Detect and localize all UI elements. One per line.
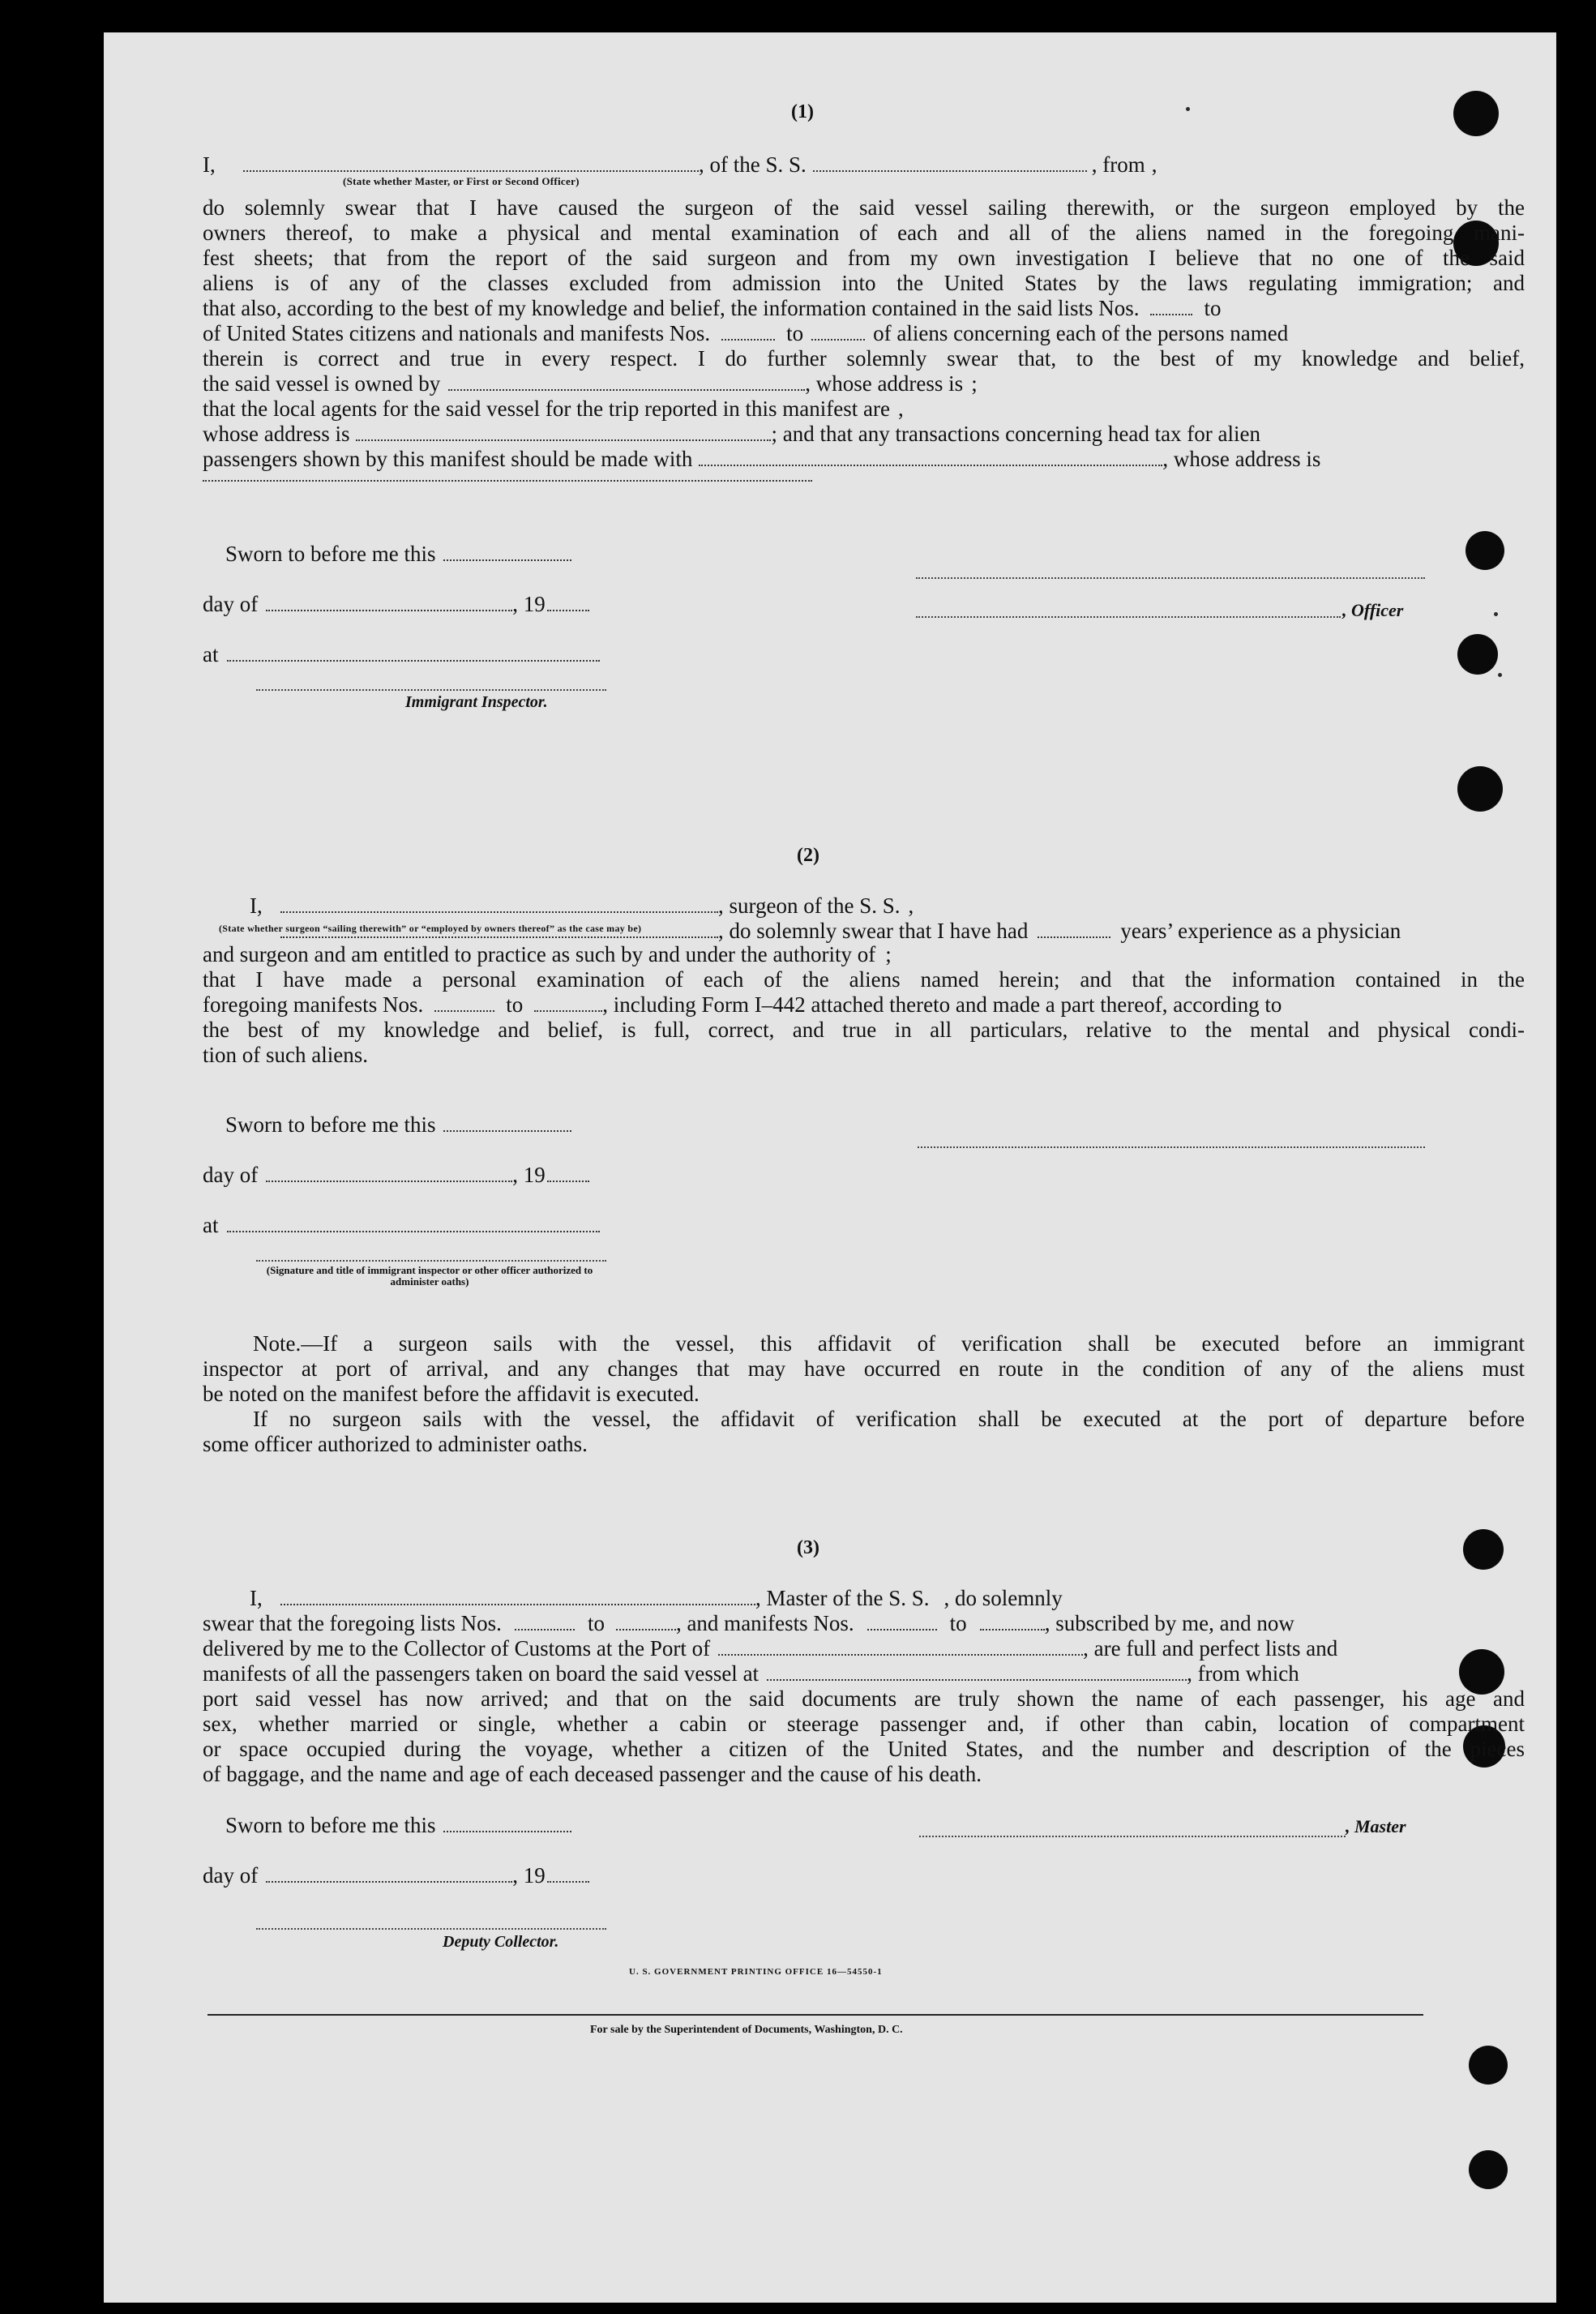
master-label: , Master [1346, 1816, 1406, 1836]
gpo-imprint: U. S. GOVERNMENT PRINTING OFFICE 16—54550-1 [629, 1967, 883, 1977]
text-at: at [203, 642, 219, 666]
text-note: inspector at port of arrival, and any changes that may have occurred en route in the condition of any of the aliens must [203, 1356, 1525, 1381]
taken-on-board-line [203, 1661, 1525, 1686]
officer-name-line[interactable] [916, 616, 1341, 618]
text-master-of-ss: , Master of the S. S. [755, 1586, 930, 1610]
head-tax-party-field[interactable] [699, 461, 1162, 466]
text-line: do solemnly swear that I have caused the surgeon of the said vessel sailing therewith, or the surgeon employed by the [203, 195, 1525, 220]
sworn-day-field[interactable] [443, 1127, 571, 1132]
lists-to-field[interactable] [616, 1626, 676, 1631]
text-day-of: day of [203, 1863, 259, 1888]
head-tax-address-line [203, 472, 1525, 482]
master-signature-line[interactable] [919, 1836, 1346, 1837]
section2-header [203, 893, 1525, 944]
text-line: of baggage, and the name and age of each deceased passenger and the cause of his death. [203, 1762, 982, 1786]
text-note: some officer authorized to administer oaths. [203, 1432, 588, 1456]
manifests-from-field[interactable] [867, 1626, 937, 1631]
lists-from-field[interactable] [1150, 311, 1192, 315]
footer-rule [208, 2014, 1423, 2016]
text-line: that I have made a personal examination of each of the aliens named herein; and that the information contained in the [203, 967, 1525, 992]
section1-dayof [203, 592, 589, 617]
text-line: owners thereof, to make a physical and mental examination of each and all of the aliens named in the foregoing mani- [203, 221, 1525, 245]
note-paragraph [203, 1331, 1525, 1457]
text-foregoing-lists: swear that the foregoing lists Nos. [203, 1611, 502, 1635]
text-from: , from [1091, 152, 1145, 177]
section-number: (2) [797, 845, 819, 866]
text-subscribed: , subscribed by me, and now [1044, 1611, 1294, 1635]
text-form-i442: , including Form I–442 attached thereto and made a part thereof, according to [602, 992, 1282, 1017]
text-do-solemnly: , do solemnly [943, 1586, 1063, 1610]
ink-fleck [1494, 612, 1498, 616]
authority-line [203, 942, 1525, 967]
text-to: to [506, 992, 524, 1017]
section-number: (1) [791, 101, 814, 122]
at-line [203, 1213, 600, 1238]
text-note: If no surgeon sails with the vessel, the affidavit of verification shall be executed at the port of departure before [253, 1407, 1525, 1431]
text-do-solemnly: , do solemnly swear that I have had [718, 919, 1029, 943]
text-lists-nos: that also, according to the best of my knowledge and belief, the information contained in the said lists Nos. [203, 296, 1140, 320]
text-i: I, [203, 152, 216, 177]
punch-hole [1463, 1529, 1504, 1570]
day-of-line [203, 592, 589, 617]
surgeon-name-line [203, 893, 1525, 919]
text-to: to [949, 1611, 967, 1635]
section1-body [203, 152, 1525, 178]
vessel-name-field[interactable] [813, 167, 1087, 172]
lists-line [203, 296, 1525, 321]
text-sworn: Sworn to before me this [225, 1112, 436, 1137]
for-sale-note: For sale by the Superintendent of Documents, Washington, D. C. [590, 2024, 903, 2036]
text-foregoing-manifests: foregoing manifests Nos. [203, 992, 424, 1017]
text-line: sex, whether married or single, whether a cabin or steerage passenger and, if other than cabin, location of compartment [203, 1712, 1525, 1736]
day-of-line [203, 1863, 589, 1888]
text-semicolon: ; [885, 942, 892, 966]
punch-hole [1469, 2150, 1508, 2189]
text-i: I, [250, 1586, 263, 1610]
surgeon-manifests-from-field[interactable] [434, 1007, 494, 1012]
text-semicolon: ; [971, 371, 978, 396]
text-and-manifests: , and manifests Nos. [675, 1611, 854, 1635]
text-note: Note.—If a surgeon sails with the vessel, this affidavit of verification shall be executed before an immigrant [253, 1331, 1525, 1356]
head-tax-address-field[interactable] [203, 477, 812, 482]
section1-paragraph [203, 195, 1525, 482]
section1-at [203, 642, 600, 667]
at-place-field[interactable] [227, 1228, 600, 1232]
sworn-day-field[interactable] [443, 1828, 571, 1832]
manifests-to-field[interactable] [980, 1626, 1045, 1631]
text-line: fest sheets; that from the report of the said surgeon and from my own investigation I believe that no one of the said [203, 246, 1525, 270]
sworn-line [225, 1813, 571, 1838]
inspector-signature-line[interactable] [256, 1260, 606, 1262]
inspector-signature-caption: (Signature and title of immigrant inspector or other officer authorized to administer oaths) [266, 1264, 593, 1288]
surgeon-signature-line[interactable] [918, 1146, 1425, 1148]
text-to: to [1204, 296, 1222, 320]
text-sworn: Sworn to before me this [225, 542, 436, 566]
at-place-field[interactable] [227, 657, 600, 662]
section2-sworn [203, 1112, 571, 1138]
text-day-of: day of [203, 1163, 259, 1187]
sworn-line [225, 1112, 571, 1138]
text-line: tion of such aliens. [203, 1043, 368, 1067]
text-year-19: , 19 [512, 1163, 546, 1187]
text-year-19: , 19 [512, 1863, 546, 1888]
inspector-signature-line[interactable] [256, 689, 606, 691]
month-field[interactable] [266, 1878, 512, 1883]
text-sworn: Sworn to before me this [225, 1813, 436, 1837]
section3-paragraph [203, 1586, 1525, 1787]
text-surgeon-of-ss: , surgeon of the S. S. [718, 893, 901, 918]
text-line: port said vessel has now arrived; and that on the said documents are truly shown the name of each passenger, his age and [203, 1686, 1525, 1711]
year-field[interactable] [547, 1878, 589, 1883]
port-field[interactable] [718, 1651, 1083, 1656]
section1-sworn [203, 542, 571, 567]
years-experience-field[interactable] [1038, 933, 1110, 938]
text-manifests-nos: of United States citizens and nationals and manifests Nos. [203, 321, 711, 345]
master-line [203, 1586, 1525, 1611]
agents-line [203, 396, 1525, 422]
section2-at [203, 1213, 600, 1238]
at-line [203, 642, 600, 667]
lists-from-field[interactable] [515, 1626, 575, 1631]
master-name-field[interactable] [280, 1601, 755, 1605]
lists-manifests-line [203, 1611, 1525, 1636]
year-field[interactable] [547, 1177, 589, 1182]
surgeon-manifests-to-field[interactable] [534, 1007, 602, 1012]
sworn-day-field[interactable] [443, 556, 571, 561]
text-day-of: day of [203, 592, 259, 616]
manifests-line [203, 321, 1525, 346]
text-line: therein is correct and true in every respect. I do further solemnly swear that, to the best of my knowledge and belief, [203, 346, 1525, 371]
agents-address-field[interactable] [356, 436, 771, 441]
punch-hole [1457, 634, 1498, 675]
surgeon-status-caption: (State whether surgeon “sailing therewith” or “employed by owners thereof” as the case may be) [219, 923, 642, 934]
day-of-line [203, 1163, 589, 1188]
deputy-signature-line[interactable] [256, 1928, 606, 1930]
agents-address-line [203, 422, 1525, 447]
text-year-19: , 19 [512, 592, 546, 616]
officer-rank-caption: (State whether Master, or First or Second Officer) [343, 175, 580, 187]
text-local-agents: that the local agents for the said vessel for the trip reported in this manifest are [203, 396, 890, 421]
punch-hole [1469, 2046, 1508, 2085]
text-aliens-concerning: of aliens concerning each of the persons named [873, 321, 1289, 345]
text-whose-address: , whose address is [1162, 447, 1321, 471]
master-name-line [203, 152, 1525, 178]
owner-line [203, 371, 1525, 396]
text-years-experience: years’ experience as a physician [1120, 919, 1401, 943]
ink-fleck [1498, 673, 1502, 677]
punch-hole [1453, 91, 1499, 136]
text-comma: , [897, 396, 904, 421]
section-number: (3) [797, 1537, 819, 1558]
foregoing-manifests-line [203, 992, 1525, 1018]
officer-label: , Officer [1342, 600, 1404, 620]
text-whose-address: whose address is [203, 422, 350, 446]
text-from-which: , from which [1187, 1661, 1299, 1686]
text-line: aliens is of any of the classes excluded from admission into the United States by the laws regulating immigration; and [203, 271, 1525, 295]
text-authority: and surgeon and am entitled to practice as such by and under the authority of [203, 942, 876, 966]
year-field[interactable] [547, 606, 589, 611]
text-taken-on-board: manifests of all the passengers taken on board the said vessel at [203, 1661, 759, 1686]
text-whose-address: , whose address is [805, 371, 964, 396]
deputy-collector-label: Deputy Collector. [443, 1933, 559, 1951]
section3-sworn [203, 1813, 571, 1838]
section2-dayof [203, 1163, 589, 1188]
text-full-perfect: , are full and perfect lists and [1083, 1636, 1338, 1661]
departure-port-field[interactable] [767, 1676, 1187, 1681]
text-to: to [587, 1611, 605, 1635]
form-page [104, 32, 1556, 2303]
text-note: be noted on the manifest before the affidavit is executed. [203, 1382, 700, 1406]
punch-hole [1465, 531, 1504, 570]
text-to: to [786, 321, 804, 345]
punch-hole [1457, 766, 1503, 812]
officer-signature-line[interactable] [916, 577, 1425, 579]
text-head-tax: ; and that any transactions concerning head tax for alien [771, 422, 1261, 446]
text-line: or space occupied during the voyage, whether a citizen of the United States, and the number and description of the pieces [203, 1737, 1525, 1761]
text-comma: , [1151, 152, 1157, 177]
head-tax-line [203, 447, 1525, 472]
text-of-ss: , of the S. S. [699, 152, 807, 177]
text-made-with: passengers shown by this manifest should be made with [203, 447, 693, 471]
month-field[interactable] [266, 606, 512, 611]
text-line: the best of my knowledge and belief, is full, correct, and true in all particulars, relative to the mental and physical condi- [203, 1018, 1525, 1042]
text-comma: , [908, 893, 914, 918]
surgeon-name-field[interactable] [280, 908, 718, 913]
section2-paragraph [203, 942, 1525, 1068]
owner-field[interactable] [448, 386, 805, 391]
manifests-to-field[interactable] [811, 336, 865, 341]
section3-dayof [203, 1863, 589, 1888]
month-field[interactable] [266, 1177, 512, 1182]
ink-fleck [1186, 107, 1190, 111]
text-at: at [203, 1213, 219, 1237]
text-collector: delivered by me to the Collector of Customs at the Port of [203, 1636, 711, 1661]
sworn-line [225, 542, 571, 567]
text-i: I, [250, 893, 263, 918]
immigrant-inspector-label: Immigrant Inspector. [405, 693, 548, 711]
master-name-field[interactable] [243, 167, 699, 172]
port-line [203, 1636, 1525, 1661]
text-owned-by: the said vessel is owned by [203, 371, 441, 396]
manifests-from-field[interactable] [721, 336, 775, 341]
